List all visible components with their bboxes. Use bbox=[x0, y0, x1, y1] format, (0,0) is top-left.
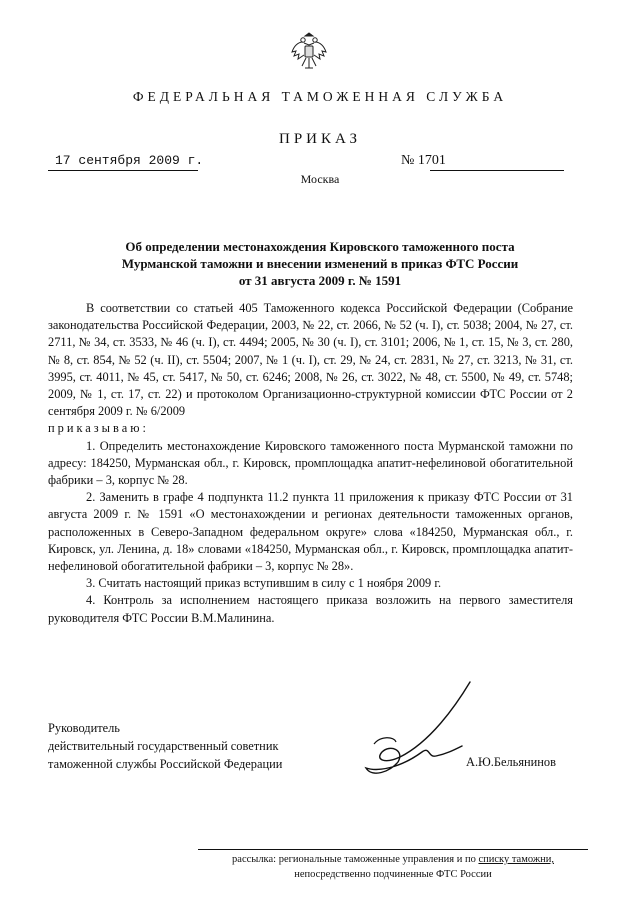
document-type: ПРИКАЗ bbox=[279, 131, 361, 147]
handwritten-signature bbox=[330, 672, 490, 792]
order-title bbox=[60, 238, 580, 289]
distribution-note bbox=[198, 852, 588, 882]
order-date: 17 сентября 2009 г. bbox=[55, 153, 204, 168]
signatory-name: А.Ю.Бельянинов bbox=[466, 755, 556, 769]
distribution-prefix: рассылка: региональные таможенные управления и по bbox=[232, 854, 479, 865]
order-item: 2. Заменить в графе 4 подпункта 11.2 пункта 11 приложения к приказу ФТС России от 31 августа 2009 г. № 1591 «О местонахождении и регионах деятельности таможенных органов, расположенных в Северо-Западном федеральном округе» слова «184250, Мурманская обл., г. Кировск, ул. Ленина, д. 18» словами «184250, Мурманская обл., г. Кировск, промплощадка апатит-нефелиновой обогатительной фабрики – 3, корпус № 28». bbox=[48, 490, 573, 574]
order-item: 4. Контроль за исполнением настоящего приказа возложить на первого заместителя руководителя ФТС России В.М.Малинина. bbox=[48, 593, 573, 625]
distribution-line bbox=[198, 852, 588, 867]
title-line: Мурманской таможни и внесении изменений в приказ ФТС России bbox=[121, 256, 519, 271]
order-body bbox=[48, 300, 573, 627]
title-line: от 31 августа 2009 г. № 1591 bbox=[238, 273, 402, 288]
number-underline bbox=[430, 170, 564, 171]
signatory-line: Руководитель bbox=[48, 721, 120, 735]
order-item: 3. Считать настоящий приказ вступившим в силу с 1 ноября 2009 г. bbox=[86, 576, 442, 591]
city: Москва bbox=[300, 172, 340, 186]
signatory-line: действительный государственный советник bbox=[48, 739, 279, 753]
date-underline bbox=[48, 170, 198, 171]
command-word: приказываю: bbox=[48, 421, 149, 436]
footer-divider bbox=[198, 849, 588, 850]
agency-name: ФЕДЕРАЛЬНАЯ ТАМОЖЕННАЯ СЛУЖБА bbox=[132, 89, 508, 104]
order-number: № 1701 bbox=[401, 153, 446, 168]
order-item: 1. Определить местонахождение Кировского таможенного поста Мурманской таможни по адресу: 184250, Мурманская обл., г. Кировск, промплощадка апатит-нефелиновой обогатительной фабрики – 3, корпус № 28. bbox=[48, 438, 573, 488]
preamble-paragraph: В соответствии со статьей 405 Таможенного кодекса Российской Федерации (Собрание законодательства Российской Федерации, 2003, № 22, ст. 2066, № 52 (ч. I), ст. 5038; 2004, № 27, ст. 2711, № 34, ст. 3533, № 46 (ч. I), ст. 4494; 2005, № 30 (ч. I), ст. 3101; 2006, № 1, ст. 15, № 3, ст. 280, № 8, ст. 854, № 52 (ч. II), ст. 5504; 2007, № 1 (ч. I), ст. 29, № 24, ст. 2831, № 27, ст. 3213, № 31, ст. 3995, ст. 4011, № 45, ст. 5417, № 50, ст. 6246; 2008, № 26, ст. 3022, № 48, ст. 5500, № 49, ст. 5748; 2009, № 1, ст. 17, ст. 22) и протоколом Организационно-структурной комиссии ФТС России от 2 сентября 2009 г. № 6/2009 bbox=[48, 301, 573, 419]
signatory-line: таможенной службы Российской Федерации bbox=[48, 757, 283, 771]
title-line: Об определении местонахождения Кировского таможенного поста bbox=[125, 239, 515, 254]
distribution-list-link: списку таможни, bbox=[478, 854, 554, 865]
signatory-title bbox=[48, 719, 282, 773]
double-headed-eagle-emblem-icon bbox=[290, 30, 328, 72]
distribution-line: непосредственно подчиненные ФТС России bbox=[294, 869, 492, 880]
